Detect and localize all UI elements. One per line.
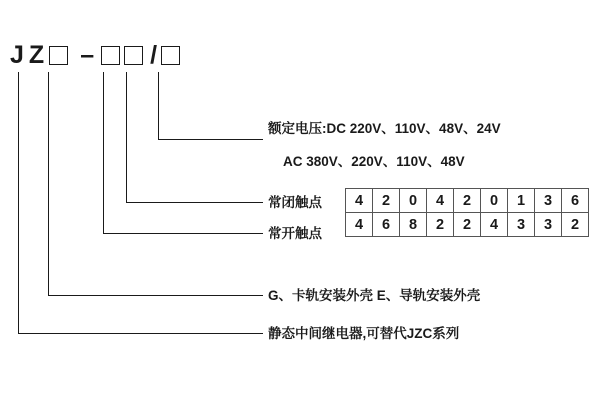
label-rated-voltage-line1: 额定电压:DC 220V、110V、48V、24V xyxy=(268,121,501,136)
leader-line-nc-horizontal xyxy=(126,202,263,203)
leader-line-enclosure-horizontal xyxy=(48,295,263,296)
table-cell: 4 xyxy=(346,213,373,237)
code-box-series xyxy=(49,46,68,65)
code-slash: / xyxy=(150,41,158,69)
leader-line-description-vertical xyxy=(18,72,19,334)
label-description: 静态中间继电器,可替代JZC系列 xyxy=(268,326,460,341)
table-cell: 3 xyxy=(508,213,535,237)
table-cell: 1 xyxy=(508,189,535,213)
table-cell: 8 xyxy=(400,213,427,237)
table-cell: 3 xyxy=(535,213,562,237)
leader-line-nc-vertical xyxy=(126,72,127,203)
label-rated-voltage-line2: AC 380V、220V、110V、48V xyxy=(283,154,465,169)
code-dash: – xyxy=(80,41,95,69)
table-row xyxy=(346,213,589,237)
code-letter-z: Z xyxy=(28,41,46,69)
table-cell: 2 xyxy=(454,189,481,213)
code-letter-j: J xyxy=(10,41,25,69)
code-box-enclosure xyxy=(101,46,120,65)
leader-line-enclosure-vertical xyxy=(48,72,49,296)
code-box-open-contacts xyxy=(124,46,143,65)
table-cell: 4 xyxy=(346,189,373,213)
table-cell: 4 xyxy=(427,189,454,213)
table-cell: 3 xyxy=(535,189,562,213)
table-cell: 0 xyxy=(481,189,508,213)
table-cell: 6 xyxy=(562,189,589,213)
model-code xyxy=(10,38,184,72)
label-enclosure: G、卡轨安装外壳 E、导轨安装外壳 xyxy=(268,288,481,303)
table-cell: 6 xyxy=(373,213,400,237)
leader-line-no-horizontal xyxy=(103,233,263,234)
table-cell: 2 xyxy=(562,213,589,237)
label-normally-closed: 常闭触点 xyxy=(268,195,322,210)
leader-line-no-vertical xyxy=(103,72,104,234)
table-cell: 0 xyxy=(400,189,427,213)
leader-line-description-horizontal xyxy=(18,333,263,334)
table-row xyxy=(346,189,589,213)
contacts-table xyxy=(345,188,589,237)
table-cell: 2 xyxy=(373,189,400,213)
table-cell: 4 xyxy=(481,213,508,237)
table-cell: 2 xyxy=(454,213,481,237)
leader-line-voltage-horizontal xyxy=(158,139,263,140)
table-cell: 2 xyxy=(427,213,454,237)
label-normally-open: 常开触点 xyxy=(268,226,322,241)
code-box-voltage xyxy=(161,46,180,65)
leader-line-voltage-vertical xyxy=(158,72,159,140)
